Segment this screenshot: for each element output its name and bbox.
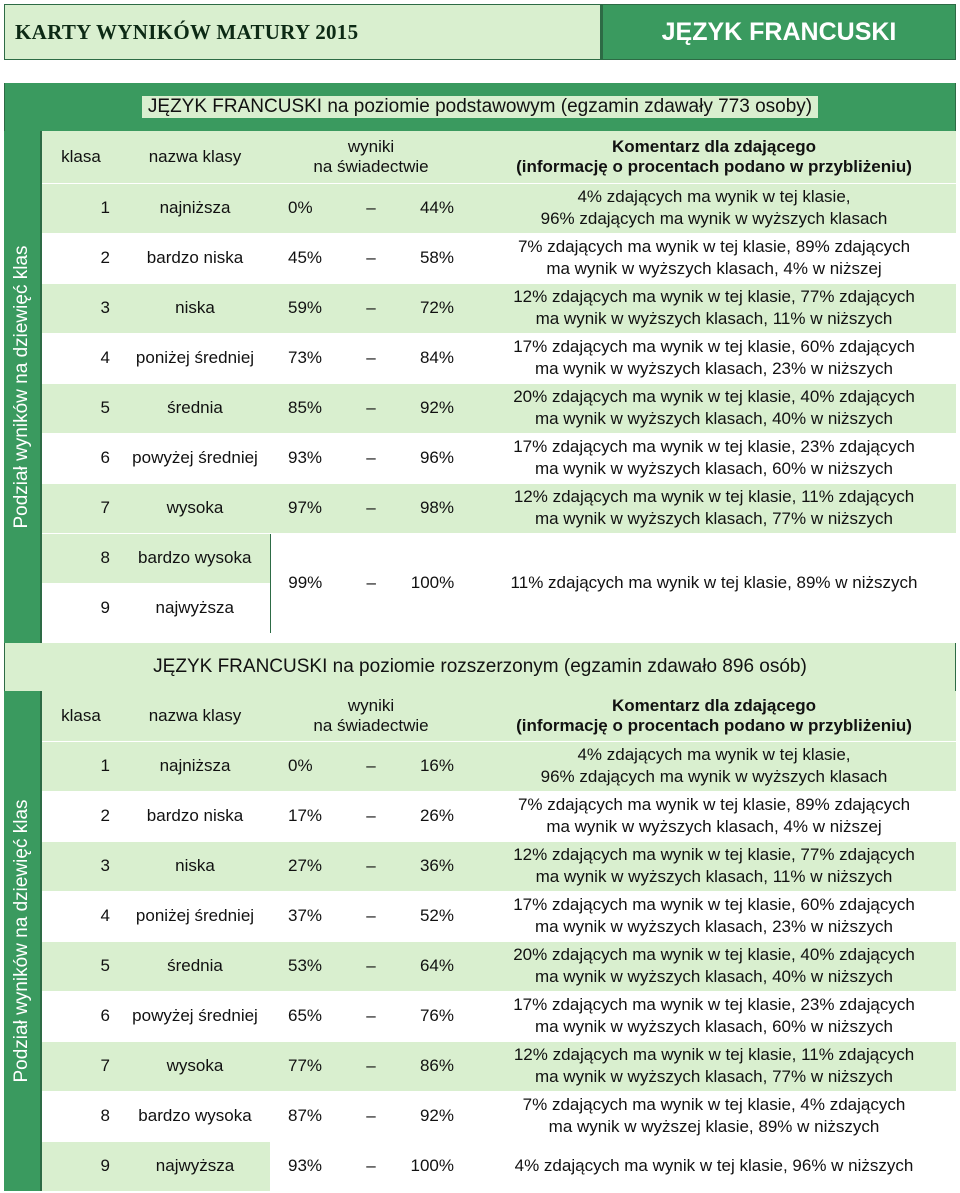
basic-results-table [42,131,956,633]
class-name: bardzo niska [120,233,270,283]
class-name: poniżej średniej [120,333,270,383]
comment [472,1091,956,1141]
col-nazwa: nazwa klasy [120,691,270,741]
range-max: 64% [419,956,454,975]
range-dash: – [366,348,376,367]
range-min: 87% [288,1106,323,1125]
score-range [270,483,472,533]
col-kom-line2: (informację o procentach podano w przybliżeniu) [516,715,912,735]
comment-line2: ma wynik w wyższych klasach, 11% w niższych [535,867,893,886]
score-range [270,183,472,233]
class-name: średnia [120,941,270,991]
basic-header-row [42,131,956,183]
range-max: 98% [419,498,454,517]
class-number: 4 [42,891,120,941]
table-row [42,283,956,333]
comment-line2: ma wynik w wyższych klasach, 4% w niższej [546,259,882,278]
score-range [270,1041,472,1091]
col-komentarz [472,131,956,183]
class-name: niska [120,283,270,333]
header-title: KARTY WYNIKÓW MATURY 2015 [5,5,603,59]
comment-line1: 7% zdających ma wynik w tej klasie, 89% zdających [517,237,911,256]
range-max: 58% [419,248,454,267]
basic-level-section [4,83,956,643]
comment-line2: 96% zdających ma wynik w wyższych klasach [540,767,888,786]
score-range [270,383,472,433]
range-max: 84% [419,348,454,367]
extended-level-title: JĘZYK FRANCUSKI na poziomie rozszerzonym (egzamin zdawało 896 osób) [4,643,956,691]
comment-line2: ma wynik w wyższych klasach, 77% w niższych [534,1067,894,1086]
class-name: najwyższa [120,583,270,633]
range-dash: – [366,448,376,467]
table-row [42,383,956,433]
comment [472,483,956,533]
range-max: 16% [419,756,454,775]
basic-side-label [4,131,42,643]
range-dash: – [366,956,376,975]
comment-line1: 17% zdających ma wynik w tej klasie, 60% zdających [513,337,915,356]
comment-line1: 12% zdających ma wynik w tej klasie, 11% zdających [513,487,915,506]
range-dash: – [366,1106,376,1125]
range-max: 92% [419,398,454,417]
range-max: 86% [419,1056,454,1075]
col-klasa: klasa [42,691,120,741]
comment-line2: ma wynik w wyższych klasach, 23% w niższych [534,359,894,378]
score-range [270,841,472,891]
comment-line2: ma wynik w wyższej klasie, 89% w niższych [548,1117,880,1136]
table-row [42,1041,956,1091]
range-max: 92% [419,1106,454,1125]
comment: 11% zdających ma wynik w tej klasie, 89% w niższych [472,533,956,633]
score-range [270,1091,472,1141]
comment [472,791,956,841]
range-max: 76% [419,1006,454,1025]
range-dash: – [366,248,376,267]
table-row [42,891,956,941]
range-max: 52% [419,906,454,925]
comment [472,941,956,991]
col-wyniki-line2: na świadectwie [313,715,429,735]
range-min: 53% [288,956,323,975]
class-name: powyżej średniej [120,991,270,1041]
score-range [270,941,472,991]
col-komentarz [472,691,956,741]
range-dash: – [366,1006,376,1025]
range-min: 85% [288,398,323,417]
comment [472,383,956,433]
class-number: 6 [42,433,120,483]
range-min: 0% [288,756,313,775]
class-number: 2 [42,791,120,841]
range-min: 77% [288,1056,323,1075]
comment-line1: 12% zdających ma wynik w tej klasie, 77% zdających [513,845,915,864]
table-row [42,333,956,383]
class-name: średnia [120,383,270,433]
class-name: bardzo niska [120,791,270,841]
comment-line2: ma wynik w wyższych klasach, 11% w niższych [535,309,893,328]
range-dash: – [366,198,376,217]
class-name: wysoka [120,483,270,533]
class-number: 4 [42,333,120,383]
class-number: 9 [42,1141,120,1191]
range-dash: – [366,806,376,825]
score-range [270,741,472,791]
score-range [270,891,472,941]
class-number: 7 [42,483,120,533]
col-wyniki-line1: wyniki [347,136,395,156]
score-range [270,333,472,383]
class-name: powyżej średniej [120,433,270,483]
score-range [270,791,472,841]
comment [472,233,956,283]
range-min: 37% [288,906,323,925]
range-dash: – [366,298,376,317]
range-min: 93% [288,1156,323,1176]
class-name: najwyższa [120,1141,270,1191]
table-row [42,483,956,533]
class-name: najniższa [120,183,270,233]
class-number: 6 [42,991,120,1041]
range-max: 36% [419,856,454,875]
comment [472,1041,956,1091]
class-number: 3 [42,283,120,333]
comment [472,891,956,941]
class-number: 5 [42,941,120,991]
comment-line2: ma wynik w wyższych klasach, 60% w niższych [534,459,894,478]
comment-line1: 7% zdających ma wynik w tej klasie, 4% zdających [522,1095,906,1114]
comment-line1: 12% zdających ma wynik w tej klasie, 11% zdających [513,1045,915,1064]
score-range [270,533,472,633]
comment-line2: ma wynik w wyższych klasach, 60% w niższych [534,1017,894,1036]
class-number: 1 [42,183,120,233]
table-row [42,741,956,791]
class-number: 3 [42,841,120,891]
table-row [42,791,956,841]
range-dash: – [366,1056,376,1075]
table-row [42,941,956,991]
comment [472,333,956,383]
range-dash: – [366,573,376,593]
comment-line2: ma wynik w wyższych klasach, 40% w niższych [534,409,894,428]
range-max: 100% [410,573,455,593]
comment-line1: 17% zdających ma wynik w tej klasie, 23% zdających [513,437,915,456]
range-max: 26% [419,806,454,825]
table-row [42,1091,956,1141]
range-min: 97% [288,498,323,517]
extended-side-label-text: Podział wyników na dziewięć klas [11,799,32,1083]
class-name: bardzo wysoka [120,1091,270,1141]
range-min: 17% [288,806,323,825]
range-dash: – [366,498,376,517]
comment [472,841,956,891]
extended-results-table [42,691,956,1191]
range-min: 73% [288,348,323,367]
extended-level-section [4,643,956,1191]
table-row [42,1141,956,1191]
comment-line1: 12% zdających ma wynik w tej klasie, 77% zdających [513,287,915,306]
score-range [270,233,472,283]
comment-line2: 96% zdających ma wynik w wyższych klasach [540,209,888,228]
range-dash: – [366,756,376,775]
range-min: 45% [288,248,323,267]
comment [472,741,956,791]
range-max: 96% [419,448,454,467]
col-wyniki-line1: wyniki [347,695,395,715]
basic-level-title-text: JĘZYK FRANCUSKI na poziomie podstawowym (egzamin zdawały 773 osoby) [142,96,818,118]
class-number: 2 [42,233,120,283]
range-min: 99% [288,573,323,593]
col-kom-line1: Komentarz dla zdającego [611,695,817,715]
class-name: niska [120,841,270,891]
class-number: 1 [42,741,120,791]
comment-line1: 17% zdających ma wynik w tej klasie, 60% zdających [513,895,915,914]
comment-line1: 4% zdających ma wynik w tej klasie, [577,745,851,764]
col-klasa: klasa [42,131,120,183]
class-name: najniższa [120,741,270,791]
extended-header-row [42,691,956,741]
basic-level-title [4,83,956,131]
comment-line1: 7% zdających ma wynik w tej klasie, 89% zdających [517,795,911,814]
extended-side-label [4,691,42,1191]
comment-line1: 17% zdających ma wynik w tej klasie, 23% zdających [513,995,915,1014]
class-number: 7 [42,1041,120,1091]
comment [472,283,956,333]
comment-line2: ma wynik w wyższych klasach, 77% w niższych [534,509,894,528]
range-min: 0% [288,198,313,217]
col-wyniki [270,691,472,741]
table-row [42,991,956,1041]
score-range [270,433,472,483]
comment-line2: ma wynik w wyższych klasach, 23% w niższych [534,917,894,936]
page-header [4,4,956,60]
range-max: 72% [419,298,454,317]
class-number: 8 [42,533,120,583]
range-min: 65% [288,1006,323,1025]
class-number: 9 [42,583,120,633]
range-dash: – [366,906,376,925]
range-min: 27% [288,856,323,875]
comment-line2: ma wynik w wyższych klasach, 4% w niższej [546,817,882,836]
col-kom-line1: Komentarz dla zdającego [611,136,817,156]
table-row [42,183,956,233]
comment [472,183,956,233]
table-row [42,233,956,283]
range-min: 59% [288,298,323,317]
range-dash: – [366,398,376,417]
score-range [270,991,472,1041]
comment-line1: 20% zdających ma wynik w tej klasie, 40% zdających [513,945,915,964]
comment-line1: 4% zdających ma wynik w tej klasie, [577,187,851,206]
class-number: 5 [42,383,120,433]
comment: 4% zdających ma wynik w tej klasie, 96% w niższych [472,1141,956,1191]
class-name: wysoka [120,1041,270,1091]
comment-line1: 20% zdających ma wynik w tej klasie, 40% zdających [513,387,915,406]
class-name: bardzo wysoka [120,533,270,583]
range-max: 100% [410,1156,454,1176]
comment [472,991,956,1041]
header-subject: JĘZYK FRANCUSKI [661,17,897,46]
col-wyniki-line2: na świadectwie [313,156,429,176]
col-nazwa: nazwa klasy [120,131,270,183]
table-row [42,841,956,891]
range-min: 93% [288,448,323,467]
col-kom-line2: (informację o procentach podano w przybliżeniu) [516,156,912,176]
range-dash: – [366,856,376,875]
score-range [270,283,472,333]
comment [472,433,956,483]
table-row [42,533,956,583]
range-dash: – [366,1156,376,1176]
class-name: poniżej średniej [120,891,270,941]
table-row [42,433,956,483]
score-range [270,1141,472,1191]
range-max: 44% [419,198,454,217]
class-number: 8 [42,1091,120,1141]
comment-line2: ma wynik w wyższych klasach, 40% w niższych [534,967,894,986]
basic-side-label-text: Podział wyników na dziewięć klas [11,245,32,529]
col-wyniki [270,131,472,183]
